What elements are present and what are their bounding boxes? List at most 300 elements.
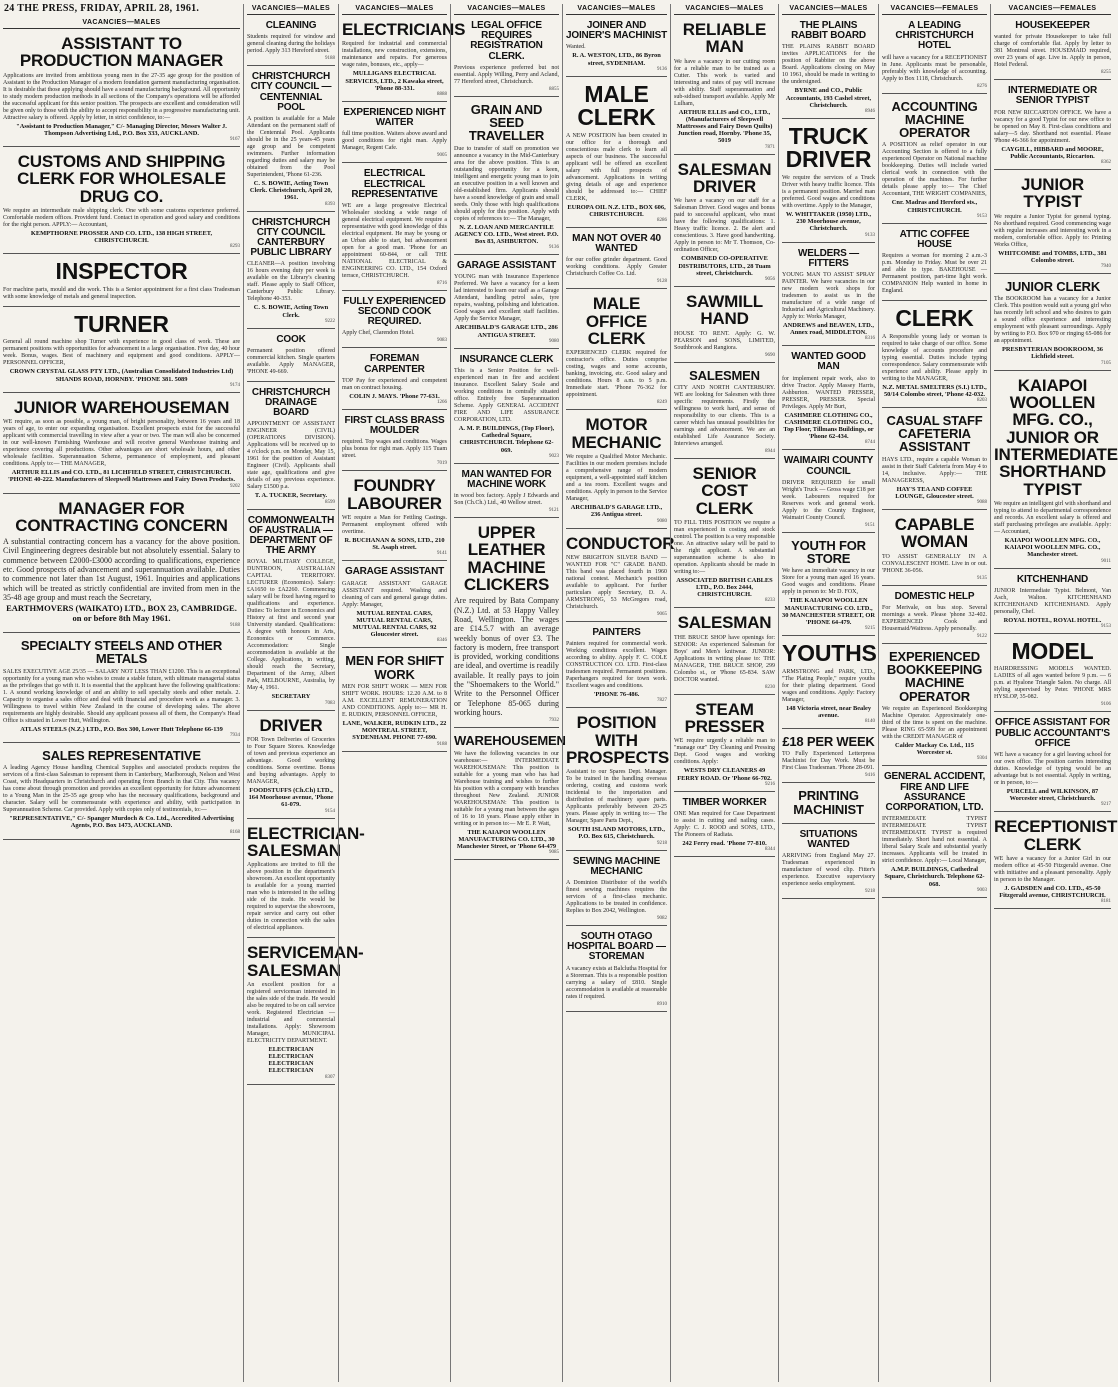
ad-headline: GENERAL ACCIDENT, FIRE AND LIFE ASSURANCE CORPORATION, LTD. <box>883 771 986 813</box>
classified-ad <box>674 459 775 609</box>
ad-address: CAYGILL, HIBBARD and MOORE, Public Accountants, Riccarton. <box>1001 145 1104 160</box>
ad-headline: UPPER LEATHER MACHINE CLICKERS <box>463 523 550 595</box>
ad-address: A.M.P. BUILDINGS, Cathedral Square, Christchurch. Telephone 62-068. <box>884 866 985 888</box>
classified-ad <box>674 155 775 287</box>
ad-body: For Merivale, on bus stop. Several mornings a week. Please 'phone 32-402. EXPERIENCED Cook and Housemaid/Waitress. Apply personally. <box>882 604 987 632</box>
ad-headline: SALESMEN <box>689 367 760 383</box>
ad-reference-number: 9153 <box>977 213 987 219</box>
ad-body: WE are a large progressive Electrical Wholesaler stocking a wide range of general electrical equipment. We require a representative with good knowledge of this electrical equipment. He may be young or an Urban able to start, but advancement open for a good man. 'Phone for an appointment 60-844, or call THE NATIONAL ELECTRICAL & ENGINEERING CO. LTD., 154 Oxford terrace, CHRISTCHURCH. <box>342 202 447 279</box>
ad-body: ONE Man required for Case Department to assist in cutting and nailing cases. Apply: C. J. ROOD and SONS, LTD., The Pioneers of Radiata. <box>674 811 775 839</box>
ad-headline: CASUAL STAFF CAFETERIA ASSISTANT <box>886 412 983 455</box>
ad-body: Required for industrial and commercial installations, new construction, extensions, maintenance and repairs. For generous wage rates, bonuses, etc., apply— <box>342 41 447 69</box>
ad-reference-number: 7105 <box>1101 360 1111 366</box>
classified-ad <box>882 15 987 94</box>
ad-headline: CLERK <box>895 305 974 332</box>
ad-body: WE require a Man for Fettling Castings. Permanent employment offered with overtime. <box>342 515 447 536</box>
ad-reference-number: 8255 <box>1101 70 1111 76</box>
ad-headline: CHRISTCHURCH CITY COUNCIL CANTERBURY PUBLIC LIBRARY <box>250 216 332 259</box>
ad-address: T. A. TUCKER, Secretary. <box>254 492 328 500</box>
classified-ad <box>454 464 559 518</box>
ad-body: Previous experience preferred but not essential. Apply Willing, Perry and Acland, 77 Hereford street, Christchurch. <box>454 64 559 85</box>
ad-body: We require the services of a Truck Driver with heavy traffic licence. This is a permanent position. Married man preferred. Good wages and conditions with overtime. Apply to the Manager, <box>782 174 875 209</box>
ad-reference-number: 9188 <box>230 623 240 629</box>
ad-address: EUROPA OIL N.Z. LTD., BOX 606, CHRISTCHURCH. <box>567 203 666 218</box>
ad-headline: SAWMILL HAND <box>686 291 763 329</box>
classified-ad <box>342 348 447 410</box>
ad-headline: CLEANING <box>265 20 317 31</box>
ad-reference-number: 8855 <box>549 86 559 92</box>
column-5 <box>562 4 675 1382</box>
ad-body: YOUNG MAN TO ASSIST SPRAY PAINTER. We have vacancies in our new modern work shops for tradesmen to assist us in the manufacture of a wide range of Industrial and Agricultural Machinery. Apply to: Works Manager, <box>782 271 875 320</box>
ad-reference-number: 9690 <box>765 352 775 358</box>
classified-ad <box>3 743 240 840</box>
classified-ad <box>342 291 447 349</box>
ad-reference-number: 8393 <box>325 201 335 207</box>
ad-address: KEMPTHORNE PROSSER AND CO. LTD., 138 HIGH STREET, CHRISTCHURCH. <box>30 230 213 245</box>
ad-body: NEW BRIGHTON SILVER BAND — WANTED FOR "C" GRADE BAND. This band was placed fourth in 1960 national contest. Mechanic's position available to applicant. For further particulars apply Secretary, D. A. ARMSTRONG, 53 McGregors road, Christchurch. <box>566 554 667 610</box>
column-header: VACANCIES—MALES <box>3 18 240 29</box>
column-header: VACANCIES—MALES <box>247 4 335 15</box>
ad-headline: SALESMAN DRIVER <box>677 159 772 196</box>
ad-body: A NEW POSITION has been created in our office for a thorough and conscientious male clerk to learn all aspects of our business. The successful applicant will be offered an excellent salary with full prospects of advancement. Applications in writing giving details of age and experience should be addressed to:— CHIEF CLERK, <box>566 132 667 202</box>
ad-headline: YOUTHS <box>782 640 877 667</box>
classified-ad <box>247 711 335 819</box>
ad-address: R. A. WESTON, LTD., 86 Byron street, SYDENHAM. <box>572 52 661 67</box>
ad-reference-number: 9085 <box>549 850 559 856</box>
ad-body: General all round machine shop Turner with experience in good class of work. These are permanent positions with opportunities for advancement in a large organisation. Five day, 40 hour week. Bonus, wages. Best of machinery and equipment and good conditions. APPLY— PERSONNEL OFFICER, <box>3 339 240 367</box>
ad-body: DRIVER REQUIRED for small Wright's Truck — Gross wage £18 per week. Labourers required for Reserves work and general work. Apply to the County Engineer, Waimairi County Council. <box>782 479 875 521</box>
ad-reference-number: 8599 <box>325 499 335 505</box>
ad-headline: FOREMAN CARPENTER <box>364 353 425 375</box>
classified-ad <box>994 712 1111 812</box>
classified-ad <box>247 66 335 211</box>
column-7 <box>778 4 878 1382</box>
ad-reference-number: 9135 <box>977 575 987 581</box>
ad-body: Painters required for commercial work. Working conditions excellent. Wages according to ability. Apply F. C. COLE CONSTRUCTION CO. LTD. First-class tradesmen required. Permanent positions. Paperhangers required for town work. Excellent wages and conditions. <box>566 641 667 690</box>
ad-headline: FOUNDRY LABOURER <box>347 476 442 513</box>
ad-address: J. GADSDEN and CO. LTD., 45-50 Fitzgerald avenue, CHRISTCHURCH. <box>999 885 1106 900</box>
ad-headline: ELECTRICIANS <box>342 20 466 39</box>
ad-reference-number: 9023 <box>549 453 559 459</box>
ad-body: Assistant to our Spares Dept. Manager. To be trained in the handling overseas ordering, costing and customs work incidental to the importation and distribution of machinery spare parts. Applicants preferably between 20-25 years. Please apply in writing to:— The Manager, Spare Parts Dept., <box>566 769 667 825</box>
ad-headline: JUNIOR WAREHOUSEMAN <box>13 397 230 417</box>
ad-headline: MODEL <box>1011 637 1094 664</box>
ad-body: ROYAL MILITARY COLLEGE, DUNTROON, AUSTRALIAN CAPITAL TERRITORY. LECTURER (Economics). Salary: £A1650 to £A2260. Commencing salary will be fixed having regard to qualifications and experience. Duties: To lecture in Economics and History at first and second year University standard. Qualifications: A degree with honours in Arts, Economics or Commerce. Accommodation: Single accommodation is available at the College. Applications, in writing, should reach the Secretary, Department of the Army, Albert Park, MELBOURNE, Australia, by May 4, 1961. <box>247 559 335 692</box>
column-header: VACANCIES—FEMALES <box>994 4 1111 15</box>
ad-headline: SPECIALTY STEELS AND OTHER METALS <box>20 638 223 667</box>
ad-reference-number: 9174 <box>230 382 240 388</box>
classified-ad <box>247 819 365 939</box>
ad-headline: YOUTH FOR STORE <box>791 537 866 567</box>
ad-headline: SERVICEMAN-SALESMAN <box>247 943 364 980</box>
ad-reference-number: 9304 <box>977 756 987 762</box>
ad-address: THE KAIAPOI WOOLLEN MANUFACTURING CO. LTD., 30 MANCHESTER STREET, OR 'PHONE 64-479. <box>782 597 875 626</box>
ad-headline: MALE CLERK <box>577 80 656 131</box>
ad-reference-number: 9005 <box>437 153 447 159</box>
ad-body: MEN FOR SHIFT WORK — MEN FOR SHIFT WORK. HOURS: 12.20 A.M. to 8 A.M. EXCELLENT REMUNERATION AND CONDITIONS. Apply to:— MR H. E. RUDKIN, PERSONNEL OFFICER, <box>342 683 447 718</box>
ad-reference-number: 9080 <box>549 338 559 344</box>
classified-ad <box>566 708 670 850</box>
classified-ad <box>566 851 667 926</box>
ad-headline: SALESMAN <box>677 613 772 633</box>
ad-body: Wanted. <box>566 44 586 51</box>
ad-reference-number: 8910 <box>657 1001 667 1007</box>
ad-body: Due to transfer of staff on promotion we announce a vacancy in the Mid-Canterbury area for the above position. This is an outstanding opportunity for a keen, intelligent and energetic young man to join an executive position in a well known and old-established firm. Applicants should have a sound knowledge of grain and small seeds. Only those with high qualifications should apply for this position. Apply with copies of references to:— The Manager, <box>454 145 559 222</box>
classified-ad <box>247 938 364 1084</box>
ad-address: ASSOCIATED BRITISH CABLES LTD., P.O. Box 2444, CHRISTCHURCH. <box>676 576 773 599</box>
classified-ad <box>566 228 667 289</box>
classified-ad <box>882 408 987 510</box>
column-header: VACANCIES—MALES <box>782 4 875 15</box>
ad-reference-number: 7940 <box>1101 264 1111 270</box>
classified-ad <box>994 274 1111 371</box>
ad-body: Requires a woman for morning 2 a.m.-3 p.m. Monday to Friday. Must be over 21 and able to type. BAKEHOUSE — Permanent position, part-time light work. COMPANION Help wanted in home in England. <box>882 253 987 295</box>
ad-reference-number: 7019 <box>437 461 447 467</box>
ad-reference-number: 9082 <box>657 916 667 921</box>
ad-address: BYRNE and CO., Public Accountants, 193 Cashel street, Christchurch. <box>785 87 872 109</box>
ad-headline: INSPECTOR <box>55 258 188 285</box>
ad-reference-number: 9003 <box>977 887 987 893</box>
ad-body: For machine parts, mould and die work. This is a Senior appointment for a first class Tradesman with some knowledge of metals and general inspection. <box>3 286 240 300</box>
ad-body: for implement repair work, also to drive Tractor. Apply Massey Harris, Ashburton. WANTED PRESSER, PRESSER, PRESSER. Special Privileges. Apply Mr Burt, <box>782 375 875 410</box>
ad-headline: GRAIN AND SEED TRAVELLER <box>468 101 545 144</box>
ad-body: We have a vacancy on our staff for a Salesman Driver. Good wages and bonus paid to successful applicant, who must have the following qualifications: 1. Heavy traffic licence. 2. Be alert and conscientious. 3. Have good handwriting. Apply in person to: Mr T. Thomson, Co-ordination Officer, <box>674 198 775 254</box>
ad-body: Are required by Bata Company (N.Z.) Ltd. at 53 Happy Valley Road, Wellington. The wages are £14.5.7 with an average weekly bonus of over £3. The factory is modern, free transport is provided, working conditions are ideal, and overtime is readily available. It really pays to join the "Shoemakers to the World." Write to the Personnel Officer or Telephone 85-065 during working hours. <box>454 596 559 717</box>
ad-reference-number: 9141 <box>437 551 447 557</box>
classified-ad <box>882 586 987 644</box>
ad-body: A Responsible young lady or woman is required to take charge of our office. Some knowledge of accounts procedure and typing essential. Duties include typing correspondence. Salary commensurate with experience and ability. Please apply in writing to the MANAGER, <box>882 333 987 382</box>
ad-address: 148 Victoria street, near Bealey avenue. <box>785 704 872 719</box>
ad-body: We require a Junior Typist for general typing. No shorthand required. Good commencing wage with regular increases and interesting work in a modern, comfortable office. Apply to: Printing Works Office, <box>994 213 1111 248</box>
ad-headline: CHRISTCHURCH DRAINAGE BOARD <box>251 386 331 419</box>
ad-reference-number: 8181 <box>1101 899 1111 905</box>
ad-body: We require a Qualified Motor Mechanic. Facilities in our modern premises include a comprehensive range of modern equipment, a well-appointed staff kitchen and a tea room. Excellent wages and conditions. Apply in person to the Service Manager, <box>566 454 667 503</box>
ad-headline: WELDERS — FITTERS <box>798 247 859 269</box>
classified-ad <box>782 119 875 243</box>
ad-headline: LEGAL OFFICE REQUIRES REGISTRATION CLERK. <box>470 20 543 62</box>
ad-reference-number: 8362 <box>1101 159 1111 165</box>
column-2 <box>243 4 365 1382</box>
ad-body: SALES EXECUTIVE AGE 25/35 — SALARY NOT LESS THAN £1200. This is an exceptional opportunity for a young man who wishes to create a stable future, with ultimate managerial status as the privileges that go with it. It is essential that the applicant have the following qualifications: 1. A sound working knowledge of and an ability to sell specialty steels and other metals. 2. Capacity to organise a sales office and deal with financial and procedure work as a manager. 3. Willingness to travel within New Zealand in the course of developing sales. The above requirements are highly desirable. Should any applicant possess all of them, the Company's Head Office is situated in Lower Hutt, Wellington. <box>3 668 240 724</box>
ad-reference-number: 9222 <box>325 318 335 324</box>
ad-headline: TRUCK DRIVER <box>785 122 872 173</box>
ad-address: PURCELL and WILKINSON, 87 Worcester street, Christchurch. <box>1006 788 1099 803</box>
ad-headline: EXPERIENCED BOOKKEEPING MACHINE OPERATOR <box>886 648 983 704</box>
ad-reference-number: 9080 <box>657 518 667 524</box>
ad-address: FOODSTUFFS (Ch.Ch) LTD., 164 Moorhouse avenue, 'Phone 61-079. <box>248 786 334 809</box>
ad-headline: ELECTRICAL ELECTRICAL REPRESENTATIVE <box>351 168 438 200</box>
classified-ad <box>674 608 775 694</box>
classified-ad <box>674 792 775 857</box>
classified-ad <box>566 289 667 410</box>
classified-ad <box>454 97 559 255</box>
classified-ad <box>882 766 987 897</box>
ad-body: WE have a vacancy for a girl leaving school for our own office. The position carries interesting duties. Knowledge of typing would be an advantage but is not essential. Apply in writing, or in person, to:— <box>994 752 1111 786</box>
ad-headline: SOUTH OTAGO HOSPITAL BOARD — STOREMAN <box>567 931 666 963</box>
ad-reference-number: 9151 <box>865 522 875 528</box>
classified-ad <box>342 102 447 163</box>
ad-body: WE require, as soon as possible, a young man, of bright personality, between 16 years and 18 years of age, to enter our expanding organisation. Excellent prospects exist for the successful applicant with commercial travelling in view after a year or two. The man will also be concerned in our well-known Furnishing Warehouse and will receive general Warehouse training and experience covering all productions. Other advantages are short wholesale hours, and other wholesale facilities. Superannuation Scheme, permanence of employment, and pleasant conditions. Apply to:— THE MANAGER, <box>3 419 240 468</box>
column-header: VACANCIES—MALES <box>566 4 667 15</box>
ad-body: We require an intermediate male shipping clerk. One with some customs experience preferred. Comfortable modern offices. Provident fund. Contact in operation and good salary and conditions for the right person. APPLY:— Accountant, <box>3 208 240 229</box>
classified-ad <box>566 529 675 622</box>
ad-reference-number: 9065 <box>657 611 667 617</box>
ad-address: WHITCOMBE and TOMBS, LTD., 381 Colombo street. <box>998 249 1107 264</box>
classified-ad <box>3 307 240 393</box>
ad-reference-number: 9217 <box>1101 802 1111 808</box>
ad-headline: THE PLAINS RABBIT BOARD <box>791 20 866 42</box>
ad-address: "Assistant to Production Manager," C/- Managing Director, Messrs Walter J. Thompson Advertising Ltd., P.O. Box 333, AUCKLAND. <box>16 122 227 137</box>
ad-reference-number: 7932 <box>549 718 559 724</box>
ad-address: N. Z. LOAN AND MERCANTILE AGENCY CO. LTD., West street. P.O. Box 83, ASHBURTON. <box>454 223 559 245</box>
ad-headline: DRIVER <box>259 715 323 735</box>
ad-headline: COMMONWEALTH OF AUSTRALIA — DEPARTMENT OF THE ARMY <box>247 514 335 557</box>
ad-body: A substantial contracting concern has a vacancy for the above position. Civil Engineering degrees desirable but not absolutely essential. Salary to commence between £2000-£3000 according to qualifications, experience etc. Good prospects of advancement and superannuation available. Duties to commence not later than 1st August, 1961. Inquiries and applications which will be treated as strictly confidential are invited from men in the 35-48 age group and must reach the Secretary, <box>3 537 240 602</box>
column-1 <box>0 4 243 1382</box>
ad-body: WE require urgently a reliable man to "manage our" Dry Cleaning and Pressing Dept. Good wages and working conditions. Apply: <box>674 738 775 766</box>
ad-body: We have a vacancy in our cutting room for a reliable man to be trained as a Cutter. This work is varied and interesting and rates of pay will increase with ability. Staff superannuation and sub-sidised transport available. Apply Mr Lulham, <box>674 58 775 107</box>
ad-reference-number: 8944 <box>765 448 775 454</box>
ad-address: CROWN CRYSTAL GLASS PTY LTD., (Australian Consolidated Industries Ltd) SHANDS ROAD, HORNBY. 'PHONE 381. 5089 <box>9 368 234 383</box>
ad-headline: PRINTING MACHINIST <box>793 788 864 817</box>
ad-reference-number: 8307 <box>325 1074 335 1080</box>
ad-body: We require an intelligent girl with shorthand and typing to attend to departmental correspondence and records. An excellent salary is offered and staff purchasing privileges are available. Apply:— Accountant, <box>994 500 1111 535</box>
classified-ad <box>3 494 240 634</box>
classified-ad <box>454 518 559 728</box>
ad-reference-number: 8888 <box>437 91 447 97</box>
ad-reference-number: 9218 <box>865 889 875 895</box>
ad-body: We have an immediate vacancy in our Store for a young man aged 16 years. Good wages and conditions. Please apply in person to: Mr D. FOX, <box>782 568 875 596</box>
ad-body: ARRIVING from England May 27. Tradesman experienced in manufacture of wood clip. Fitter's experience. Executive supervisory experience seeks employment. <box>782 853 875 888</box>
ad-body: wanted for private Housekeeper to take full charge of comfortable flat. Apply by letter to 381 Montreal street. HOUSEMAID required, over 23 years of age. Live in. Apply in person, Hotel Federal. <box>994 34 1111 69</box>
classified-ad <box>782 729 875 783</box>
classified-ad <box>994 15 1111 80</box>
ad-reference-number: 8293 <box>230 244 240 250</box>
ad-headline: MAN NOT OVER 40 WANTED <box>572 233 661 255</box>
ad-address: KAIAPOI WOOLLEN MFG. CO., KAIAPOI WOOLLEN MFG. CO., Manchester street. <box>1004 536 1101 559</box>
ad-address: WESTS DRY CLEANERS 49 FERRY ROAD. Or 'Phone 66-702. <box>677 767 772 782</box>
ad-headline: SITUATIONS WANTED <box>799 828 858 850</box>
ad-headline: A LEADING CHRISTCHURCH HOTEL <box>895 20 974 52</box>
ad-body: TO Fully Experienced Letterpress Machinist for Day Work. Must be First Class Tradesman. 'Phone 28-091. <box>782 751 875 772</box>
ad-body: ARMSTRONG and PARK, LTD., "The Plating People," require youths for their plating department. Good wages and conditions. Apply: Factory Manager, <box>782 668 875 703</box>
ad-body: INTERMEDIATE TYPIST INTERMEDIATE TYPIST INTERMEDIATE TYPIST is required immediately. Short hand not essential. A liberal Salary Scale and substantial yearly increases. Applicants will be treated in strict confidence. Apply:— Local Manager, <box>882 816 987 865</box>
ad-address: C. S. BOWIE, Acting Town Clerk. <box>253 304 329 319</box>
ad-body: THE PLAINS RABBIT BOARD invites APPLICATIONS for the position of Rabbiter on the above Board. Applications closing on May 10 1961, should be made in writing to the undersigned. <box>782 44 875 86</box>
ad-headline: RECEPTIONIST CLERK <box>994 817 1118 854</box>
classified-ad <box>674 695 775 792</box>
classified-ad <box>782 636 875 729</box>
ad-headline: HOUSEKEEPER <box>1015 20 1090 31</box>
ad-headline: SALES REPRESENTATIVE <box>42 747 201 763</box>
classified-ad <box>454 728 566 860</box>
column-header: VACANCIES—MALES <box>454 4 559 15</box>
ad-headline: FIRST CLASS BRASS MOULDER <box>344 415 445 437</box>
classified-ad <box>782 346 875 450</box>
ad-address: W. WHITTAKER (1950) LTD., 230 Moorhouse avenue, Christchurch. <box>785 210 872 233</box>
ad-headline: FULLY EXPERIENCED SECOND COOK REQUIRED. <box>343 295 446 328</box>
classified-ad <box>454 349 559 464</box>
classified-ad <box>342 15 466 102</box>
column-header: VACANCIES—FEMALES <box>882 4 987 15</box>
ad-address: C. S. BOWIE, Acting Town Clerk. Christchurch, April 20, 1961. <box>249 179 333 202</box>
ad-headline: MANAGER FOR CONTRACTING CONCERN <box>15 498 228 535</box>
ad-address: ANDREWS and BEAVEN, LTD., Annex road, MIDDLETON. <box>783 321 874 337</box>
ad-body: WE have a vacancy for a Junior Girl in our modern office at 45-50 Fitzgerald avenue. One with initiative and a pleasant personality. Apply in person to the Manager. <box>994 856 1111 884</box>
column-8 <box>878 4 990 1382</box>
ad-address: ARCHIBALD'S GARAGE LTD., 286 ANTIGUA STREET. <box>455 324 558 339</box>
ad-address: Calder Mackay Co. Ltd., 115 Worcester st. <box>895 741 974 757</box>
masthead: 24 THE PRESS, FRIDAY, APRIL 28, 1961. <box>4 3 200 14</box>
column-6 <box>670 4 778 1382</box>
ad-reference-number: 8140 <box>865 719 875 725</box>
ad-reference-number: 9088 <box>977 500 987 506</box>
ad-address: PRESBYTERIAN BOOKROOM, 36 Lichfield street. <box>1001 346 1104 361</box>
ad-headline: JOINER AND JOINER'S MACHINIST <box>566 20 668 42</box>
ad-reference-number: 9122 <box>977 633 987 639</box>
classified-ad <box>342 163 447 291</box>
ad-address: MUTUAL RENTAL CARS, MUTUAL RENTAL CARS, MUTUAL RENTAL CARS, 92 Gloucester street. <box>352 609 437 639</box>
classified-ad <box>674 363 775 459</box>
ad-reference-number: 8346 <box>437 638 447 644</box>
ad-reference-number: 9136 <box>657 66 667 72</box>
classified-ad <box>3 147 240 254</box>
ad-reference-number: 8249 <box>657 400 667 406</box>
classified-ad <box>994 170 1111 274</box>
ad-address: CASHMERE CLOTHING CO., CASHMERE CLOTHING CO., Top Floor, Tillmans Buildings, or 'Phone 62-434. <box>783 411 874 441</box>
ad-reference-number: 8344 <box>765 847 775 853</box>
ad-headline: EXPERIENCED NIGHT WAITER <box>343 106 446 129</box>
ad-reference-number: 9056 <box>765 276 775 282</box>
ad-body: An excellent position for a registered serviceman interested in the sales side of the trade. He would also be required to be on call service work. Registered Electrician — industrial and commercial installations. Apply: Showroom Manager, MUNICIPAL ELECTRICITY DEPARTMENT. <box>247 981 335 1044</box>
ad-reference-number: 9083 <box>437 338 447 344</box>
classified-ad <box>566 15 667 77</box>
ad-body: required. Top wages and conditions. Wages plus bonus for right man. Apply 115 Tuam street. <box>342 439 447 460</box>
ad-reference-number: 7934 <box>230 732 240 738</box>
ad-headline: MEN FOR SHIFT WORK <box>345 653 444 682</box>
ad-headline: SENIOR COST CLERK <box>692 463 757 518</box>
ad-body: A leading Agency House handling Chemical Supplies and associated products requires the services of a first-class Salesman to represent them in Canterbury, Marlborough, Nelson and West Coast, with Headquarters in Christchurch and operating from Branch in that City. This vacancy has come about through promotion and provides an excellent opportunity for future advancement to a Young Man in the 25-35 age group who has the necessary qualifications, background and character. Salary will be commensurate with experience and ability, with participation in Superannuation Scheme. Car provided. Apply with copies only of testimonials, to:— <box>3 765 240 814</box>
ad-address: EARTHMOVERS (WAIKATO) LTD., BOX 23, CAMBRIDGE. on or before 8th May 1961. <box>6 603 237 624</box>
ad-reference-number: 8203 <box>977 397 987 403</box>
ad-headline: CUSTOMS AND SHIPPING CLERK FOR WHOLESALE DRUG CO. <box>17 152 226 206</box>
classified-ad <box>882 301 987 408</box>
classified-ad <box>247 212 335 329</box>
ad-headline: ELECTRICIAN-SALESMAN <box>247 823 365 860</box>
ad-body: APPOINTMENT OF ASSISTANT ENGINEER (CIVIL) (OPERATIONS DIVISION). Applications will be received up to 4 o'clock p.m. on Monday, May 15, 1961 for the position of Assistant Engineer (Civil). Applicants shall state age, qualifications and give details of any previous experience. Salary £1500 p.a. <box>247 421 335 491</box>
ad-body: CLEANER—A position involving 16 hours evening duty per week is available on the Library's cleaning staff. Please apply to Staff Officer, Canterbury Public Library. Telephone 40-353. <box>247 261 335 303</box>
ad-body: A Dominion Distributor of the world's finest sewing machines requires the services of a first-class mechanic. Applications to be treated in confidence. Replies to Box 2042, Wellington. <box>566 880 667 914</box>
ad-headline: £18 PER WEEK <box>782 734 875 750</box>
classified-ad <box>994 80 1111 170</box>
ad-address: LANE, WALKER, RUDKIN LTD., 22 MONTREAL STREET, SYDENHAM. PHONE 77-690. <box>342 719 447 742</box>
ad-address: ARTHUR ELLIS and CO. LTD., 81 LICHFIELD STREET, CHRISTCHURCH. 'PHONE 40-222. Manufacturers of Sleepwell Mattresses and Fairy Down Products. <box>7 469 236 484</box>
ad-reference-number: 9188 <box>437 741 447 747</box>
ad-reference-number: 9416 <box>865 773 875 779</box>
ad-reference-number: 8716 <box>437 280 447 286</box>
classified-ad <box>674 287 775 363</box>
classified-ad <box>994 812 1118 909</box>
ad-reference-number: 8316 <box>865 336 875 342</box>
column-4 <box>450 4 566 1382</box>
ad-body: Applications are invited from ambitious young men in the 27-35 age group for the position of Assistant to the Production Manager of a modern foundation garment manufacturing organisation. It is desirable that those applying should have a sound manufacturing background. All opportunity to study modern production methods in all sections of the Company's operations will be afforded the successful applicant for this senior position. The prospects are excellent and consideration will be given only to those with the ability to accept responsibility in a progressive manufacturing unit. Attractive salary is offered. Apply by letter, in strict confidence, to:— <box>3 72 240 121</box>
classified-ad <box>342 410 447 471</box>
ad-address: ATLAS STEELS (N.Z.) LTD., P.O. Box 300, Lower Hutt Telephone 66-139 <box>20 725 223 733</box>
ad-body: HAIRDRESSING MODELS WANTED. LADIES of all ages wanted before 9 p.m. — 6 p.m. at Hyalone Triangle Salon. No charge. All styling supervised by Peter. 'PHONE MRS HYSLOP, 35-082. <box>994 666 1111 701</box>
classified-ad <box>3 633 240 743</box>
ad-headline: OFFICE ASSISTANT FOR PUBLIC ACCOUNTANT'S OFFICE <box>995 717 1110 749</box>
ad-reference-number: 9167 <box>230 137 240 143</box>
classified-ad <box>782 243 875 347</box>
classified-ad <box>247 329 335 382</box>
classified-ad <box>3 254 240 306</box>
column-header: VACANCIES—MALES <box>674 4 775 15</box>
classified-ad <box>247 510 335 711</box>
classified-ad <box>454 15 559 97</box>
ad-address: R. BUCHANAN & SONS, LTD., 210 St. Asaph street. <box>344 537 445 552</box>
classified-ad <box>882 510 987 586</box>
ad-body: A vacancy exists at Balclutha Hospital for a Storeman. This is a responsible position carrying a salary of £810. Single accommodation is available at reasonable rates if required. <box>566 965 667 1000</box>
ad-headline: WAIMAIRI COUNTY COUNCIL <box>783 455 874 477</box>
ad-address: MULLIGANS ELECTRICAL SERVICES, LTD., 2 Kawaka street, 'Phone 88-331. <box>345 70 444 92</box>
ad-headline: WANTED GOOD MAN <box>791 351 866 373</box>
classified-ad <box>782 450 875 532</box>
ad-headline: INSURANCE CLERK <box>459 353 554 365</box>
ad-reference-number: 9153 <box>1101 623 1111 629</box>
ad-address: COMBINED CO-OPERATIVE DISTRIBUTORS, LTD., 28 Tuam street, Christchurch. <box>678 255 771 277</box>
ad-address: 'PHONE 76-486. <box>593 691 640 699</box>
ad-reference-number: 1266 <box>437 400 447 406</box>
ad-body: CITY AND NORTH CANTERBURY. WE are looking for Salesmen with three specific requirements. Firstly the willingness to work hard, and sense of responsibility to our clients. This is a career which has unusual possibilities for earnings and advancement. We are an established Life Assurance Society. Interviews arranged. <box>674 384 775 447</box>
ad-reference-number: 7083 <box>325 700 335 706</box>
column-header: VACANCIES—MALES <box>342 4 447 15</box>
ad-reference-number: 9202 <box>230 483 240 489</box>
classified-ad <box>342 471 447 561</box>
classified-ad <box>566 926 667 1012</box>
ad-body: We have the following vacancies in our warehouse:— INTERMEDIATE WAREHOUSEMAN: This position is suitable for a young man who has had Warehouse training and wishes to further his position with a company with branches throughout New Zealand. JUNIOR WAREHOUSEMAN: This position is suitable for a young man between the ages of 16 to 18 years. Please apply either in writing or in person to:— Mr E. P. Watt, <box>454 750 559 827</box>
ad-body: HOUSE TO RENT. Apply: G. W. PEARSON and SONS, LIMITED, Southbrook and Rangiora. <box>674 330 775 351</box>
ad-headline: POSITION WITH PROSPECTS <box>566 713 670 767</box>
ad-reference-number: 8230 <box>765 684 775 690</box>
ad-reference-number: 9154 <box>325 808 335 814</box>
classified-ad <box>782 783 875 824</box>
ad-address: Cnr. Madras and Hereford sts., CHRISTCHURCH. <box>891 199 978 214</box>
ad-address: COLIN J. MAYS. 'Phone 77-631. <box>349 392 440 400</box>
classified-ad <box>782 533 875 636</box>
ad-body: YOUNG man with Insurance Experience Preferred. We have a vacancy for a keen lad interested to learn our staff as a Garage Attendant, handling petrol sales, tyre repairs, washing, polishing and lubrication. Good wages and excellent staff facilities. Apply the Service Manager, <box>454 274 559 323</box>
ad-address: ELECTRICIAN ELECTRICIAN ELECTRICIAN ELECTRICIAN <box>268 1045 314 1075</box>
classified-ad <box>994 371 1118 569</box>
classified-ad <box>566 77 667 228</box>
ad-address: "REPRESENTATIVE," C/- Spanger Murdoch & Co. Ltd., Accredited Advertising Agents, P.O. Box 1473, AUCKLAND. <box>9 815 234 830</box>
ad-reference-number: 8744 <box>865 440 875 446</box>
ad-headline: KAIAPOI WOOLLEN MFG. CO., JUNIOR OR INTERMEDIATE SHORTHAND TYPIST <box>994 375 1118 499</box>
classified-ad <box>454 255 559 349</box>
column-9 <box>990 4 1118 1382</box>
ad-body: Apply Chef, Clarendon Hotel. <box>342 330 415 337</box>
ad-body: THE BRUCE SHOP have openings for: SENIOR: An experienced Salesman for Boys' and Men's knitwear. JUNIOR: Applications in writing please to: THE MANAGER, THE BRUCE SHOP, 299 Colombo st., or 'Phone 65-834. SAW DOCTOR wanted. <box>674 634 775 683</box>
ad-reference-number: 9106 <box>1101 702 1111 708</box>
classified-ad <box>782 824 875 899</box>
ad-headline: CHRISTCHURCH CITY COUNCIL — CENTENNIAL POOL <box>250 71 332 113</box>
ad-address: ROYAL HOTEL, ROYAL HOTEL. <box>1003 616 1102 624</box>
classified-ad <box>566 410 667 528</box>
ad-headline: TURNER <box>74 310 169 337</box>
ad-reference-number: 9188 <box>325 56 335 62</box>
ad-reference-number: 9121 <box>549 508 559 514</box>
classified-ad <box>882 644 987 766</box>
classified-ad <box>342 561 447 648</box>
